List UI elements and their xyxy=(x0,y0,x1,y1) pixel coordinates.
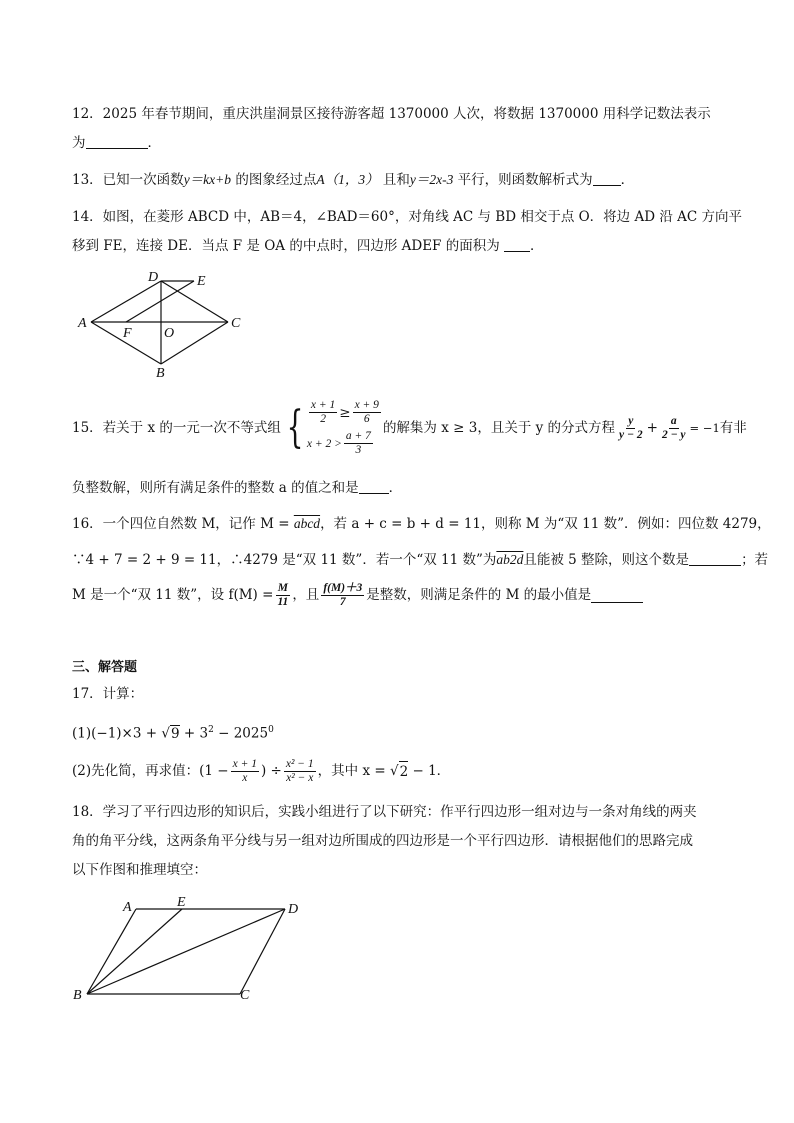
system-brace: { xyxy=(286,402,304,453)
q18-line2: 角的角平分线，这两条角平分线与另一组对边所围成的四边形是一个平行四边形．请根据他们的思路完成 xyxy=(72,833,693,849)
line-ad xyxy=(91,281,161,322)
ineq1-left: $\frac{x + 1}{2}$ xyxy=(310,399,336,425)
q13-end: ． xyxy=(620,172,635,188)
q16-text-a: 16．一个四位自然数 M，记作 M = xyxy=(72,516,290,532)
q13-line xyxy=(72,170,634,190)
q15-answer-blank[interactable] xyxy=(359,479,389,494)
ineq2-right: $\frac{a + 7}{3}$ xyxy=(345,430,371,456)
ineq1-right: $\frac{x + 9}{6}$ xyxy=(354,399,379,425)
q13-text: 平行，则函数解析式为 xyxy=(453,172,593,188)
q18-line1: 18．学习了平行四边形的知识后，实践小组进行了以下研究：作平行四边形一组对边与一条对角线的两夹 xyxy=(72,804,697,820)
sqrt-9: 9 xyxy=(170,725,180,742)
q12-line1: 12．2025 年春节期间，重庆洪崖洞景区接待游客超 1370000 人次，将数据 1370000 用科学记数法表示 xyxy=(72,106,711,122)
q15-line1 xyxy=(72,392,747,464)
line-dc xyxy=(240,909,285,994)
q18-line3: 以下作图和推理填空： xyxy=(72,862,207,878)
q14-line1: 14．如图，在菱形 ABCD 中，AB＝4，∠BAD＝60°，对角线 AC 与 BD 相交于点 O．将边 AD 沿 AC 方向平 xyxy=(72,209,742,225)
overline-ab2d: ab2d xyxy=(496,552,524,567)
q15-suffix: 有非 xyxy=(719,420,747,436)
p2-div: ) ÷ xyxy=(260,763,282,779)
p2-b: ，其中 x = xyxy=(317,763,386,779)
q13-point-a: A（1，3） xyxy=(316,172,379,187)
q17-part1: $(1)(-1)\times 3 + √9 + 3^2 - 2025^0$ xyxy=(72,725,274,742)
label-a: A xyxy=(78,316,87,331)
eq-frac-2: $\frac{a}{2 - y}$ xyxy=(661,414,686,441)
label-e: E xyxy=(197,274,206,289)
inequality-2 xyxy=(307,430,383,457)
q12-suffix: ． xyxy=(147,135,161,151)
p1-a: (1)(−1)×3 + xyxy=(72,725,158,742)
p2-a: (2)先化简，再求值：(1 − xyxy=(72,763,229,779)
label-o: O xyxy=(164,326,175,341)
q16-text-g: ，且 xyxy=(292,587,320,603)
label-a: A xyxy=(123,900,132,915)
label-e: E xyxy=(177,895,186,910)
parallelogram-figure xyxy=(70,892,310,1004)
q16-answer-blank-1[interactable] xyxy=(689,551,741,566)
q16-text-e: ；若 xyxy=(741,552,769,568)
label-b: B xyxy=(156,366,165,380)
q17-part2: (2)先化简，再求值：(1 − $\frac{x + 1}{x}$ ) ÷ $\frac{\text{x² − 1}}{\text{x² − x}}$ ，其中 x = √ 2 − 1． xyxy=(72,757,451,784)
q13-mid1: 的图象经过点 xyxy=(231,172,317,188)
q14-text: 移到 FE，连接 DE．当点 F 是 OA 的中点时，四边形 ADEF 的面积为 xyxy=(72,238,500,254)
p2-frac2: $\frac{\text{x² − 1}}{\text{x² − x}}$ xyxy=(285,757,314,784)
eq-plus: + xyxy=(646,420,658,436)
line-ba xyxy=(87,909,136,994)
p1-exp2: 0 xyxy=(268,725,274,735)
ineq1-op: ≥ xyxy=(339,404,351,421)
q16-line1 xyxy=(72,514,771,534)
q13-prefix: 13．已知一次函数 xyxy=(72,172,184,188)
line-bd xyxy=(87,909,285,994)
q16-line2 xyxy=(72,550,768,570)
q12-line2 xyxy=(72,133,161,153)
q14-end: ． xyxy=(530,238,544,254)
q16-text-d: 且能被 5 整除，则这个数是 xyxy=(523,552,690,568)
fm-frac: $\frac{M}{11}$ xyxy=(277,581,289,608)
p1-b: + 3 xyxy=(183,725,209,742)
line-fe xyxy=(126,281,194,322)
q16-text-h: 是整数，则满足条件的 M 的最小值是 xyxy=(366,587,592,603)
q12-prefix: 为 xyxy=(72,135,86,151)
label-d: D xyxy=(288,902,299,917)
q13-eq1: y＝kx+b xyxy=(183,172,232,187)
p1-c: − 2025 xyxy=(218,725,269,742)
overline-abcd: abcd xyxy=(293,516,321,531)
section-title: 三、解答题 xyxy=(72,660,138,675)
sqrt-2: 2 xyxy=(399,761,409,782)
inequality-system xyxy=(307,399,383,457)
label-d: D xyxy=(148,270,159,285)
eq-frac-1: $\frac{y}{y - 2}$ xyxy=(619,414,643,441)
q13-answer-blank[interactable] xyxy=(593,171,621,186)
eq-rhs: = −1 xyxy=(689,421,720,435)
line-be xyxy=(87,909,182,994)
q16-text-b: ，若 a + c = b + d = 11，则称 M 为“双 11 数”．例如：四位数 4279， xyxy=(320,516,771,532)
inequality-1 xyxy=(307,399,383,426)
gm-frac: $\frac{f(M)+3}{7}$ xyxy=(323,581,363,608)
label-b: B xyxy=(73,988,82,1003)
q14-answer-blank[interactable] xyxy=(504,237,530,252)
ineq2-left: x + 2 > xyxy=(306,437,342,450)
p2-frac1: $\frac{x + 1}{x}$ xyxy=(232,757,257,784)
q16-answer-blank-2[interactable] xyxy=(591,588,643,603)
q15-line2 xyxy=(72,478,402,498)
q15-mid: 的解集为 x ≥ 3，且关于 y 的分式方程 xyxy=(382,420,616,436)
q15-end: ． xyxy=(388,480,403,496)
p2-c: − 1． xyxy=(412,763,451,779)
q15-prefix: 15．若关于 x 的一元一次不等式组 xyxy=(72,420,281,436)
q13-eq2: y＝2x-3 xyxy=(409,172,454,187)
label-f: F xyxy=(123,326,132,341)
q16-text-f: M 是一个“双 11 数”，设 f(M) = xyxy=(72,587,274,603)
q17-title: 17．计算： xyxy=(72,686,144,702)
q15-text: 负整数解，则所有满足条件的整数 a 的值之和是 xyxy=(72,480,359,496)
rhombus-figure xyxy=(76,268,256,380)
label-c: C xyxy=(231,316,241,331)
q14-line2 xyxy=(72,236,544,256)
p1-exp: 2 xyxy=(208,725,214,735)
q13-mid2: 且和 xyxy=(378,172,410,188)
q16-line3 xyxy=(72,580,643,610)
q16-text-c: ∵4 + 7 = 2 + 9 = 11，∴4279 是“双 11 数”．若一个“双 11 数”为 xyxy=(72,552,497,568)
q12-answer-blank[interactable] xyxy=(86,134,148,149)
label-c: C xyxy=(240,988,250,1003)
line-dc xyxy=(161,281,228,322)
